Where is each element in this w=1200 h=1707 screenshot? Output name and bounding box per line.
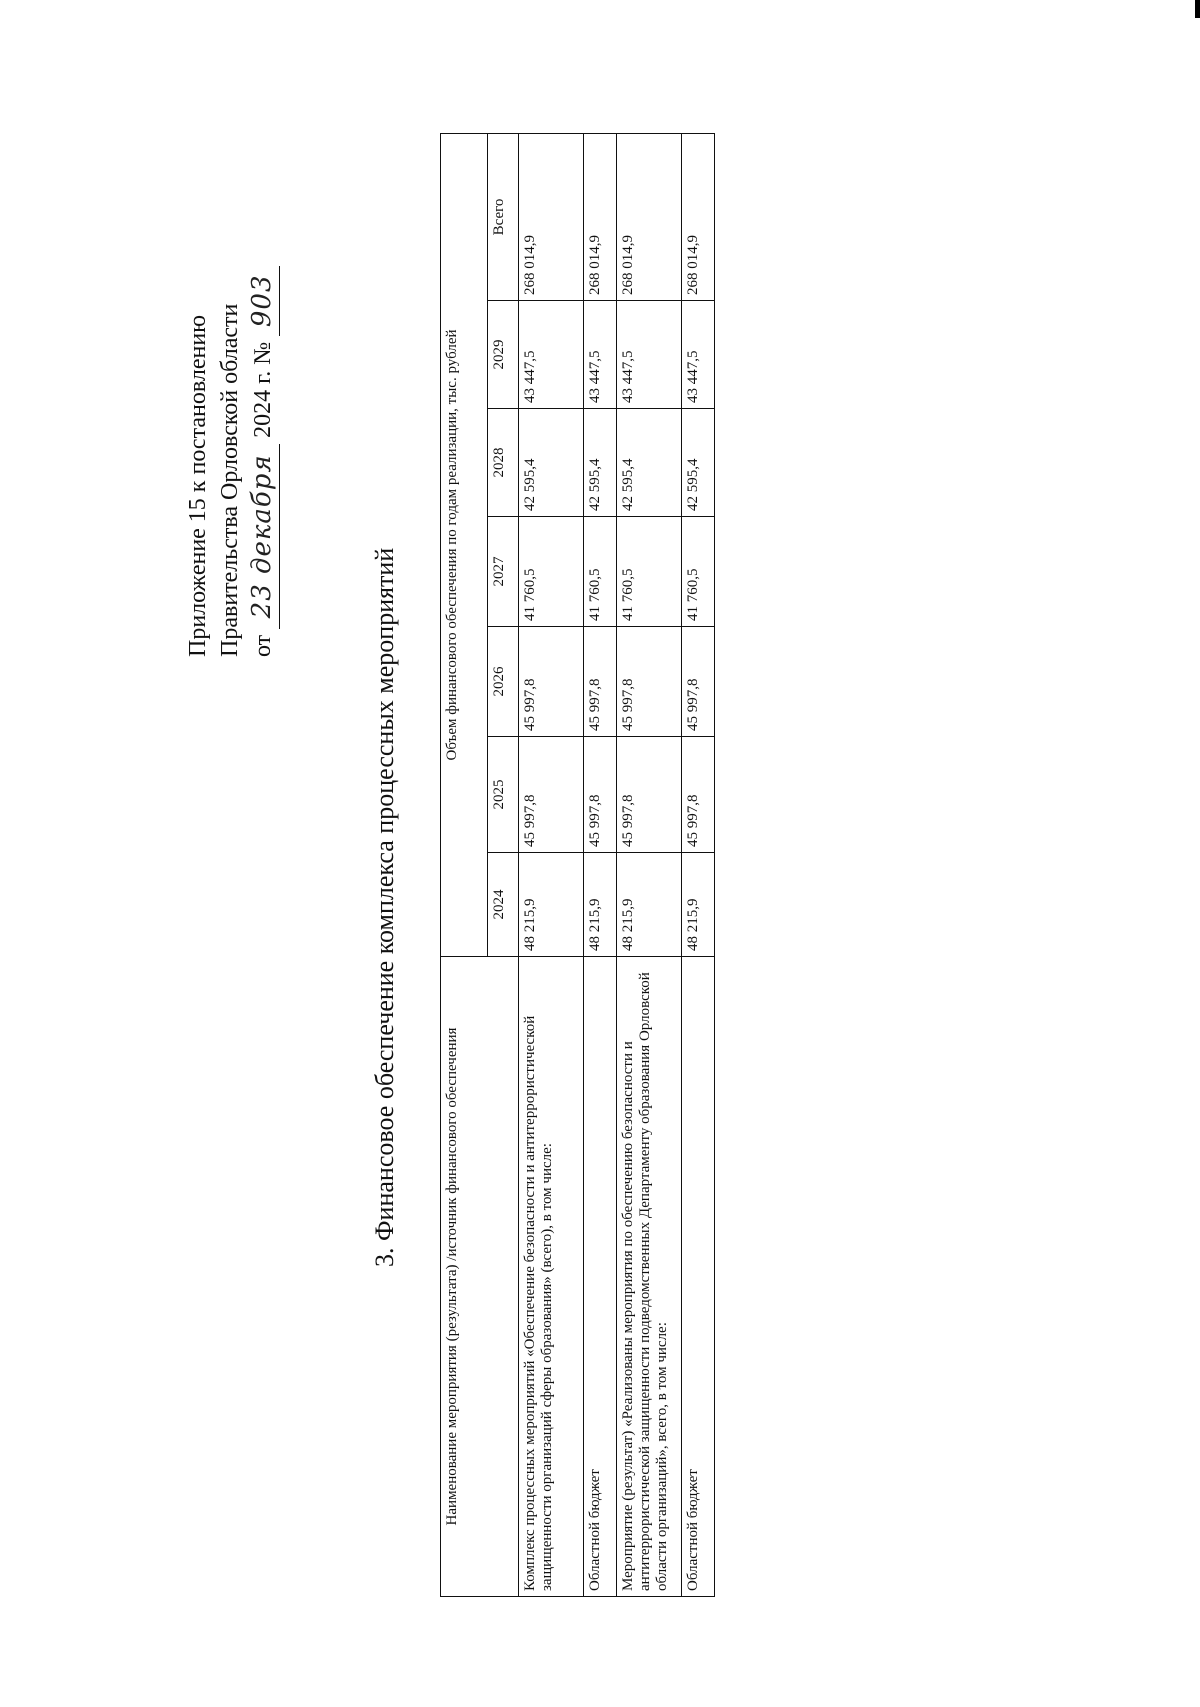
year-and-number-label: 2024 г. №: [250, 341, 276, 438]
value-cell: 48 215,9: [519, 853, 584, 957]
appendix-block: [182, 57, 280, 657]
row-name-cell: Областной бюджет: [682, 957, 715, 1597]
value-cell: 41 760,5: [519, 517, 584, 627]
table-header-row-1: [441, 133, 488, 1596]
header-volume-cell: Объем финансового обеспечения по годам реализации, тыс. рублей: [441, 133, 488, 956]
header-year-2027: 2027: [488, 517, 519, 627]
value-cell: 45 997,8: [617, 627, 682, 737]
value-cell: 45 997,8: [584, 737, 617, 853]
header-year-2029: 2029: [488, 301, 519, 409]
handwritten-number: 903: [247, 274, 277, 328]
value-cell: 41 760,5: [617, 517, 682, 627]
header-year-2024: 2024: [488, 853, 519, 957]
section-title: 3. Финансовое обеспечение комплекса процессных мероприятий: [370, 547, 399, 1267]
header-year-2028: 2028: [488, 409, 519, 517]
table-row: [682, 133, 715, 1596]
value-cell: 43 447,5: [584, 301, 617, 409]
total-cell: 268 014,9: [682, 133, 715, 300]
financing-table: [440, 133, 715, 1597]
header-total: Всего: [488, 133, 519, 300]
header-year-2026: 2026: [488, 627, 519, 737]
row-name-cell: Мероприятие (результат) «Реализованы мероприятия по обеспечению безопасности и антитеррористической защищенности подведомственных Департаменту образования Орловской области организаций», всего, в том числе:: [617, 957, 682, 1597]
value-cell: 41 760,5: [682, 517, 715, 627]
value-cell: 43 447,5: [519, 301, 584, 409]
value-cell: 45 997,8: [519, 627, 584, 737]
value-cell: 45 997,8: [682, 737, 715, 853]
value-cell: 48 215,9: [682, 853, 715, 957]
number-blank: [246, 266, 280, 336]
row-name-cell: Областной бюджет: [584, 957, 617, 1597]
value-cell: 43 447,5: [617, 301, 682, 409]
value-cell: 41 760,5: [584, 517, 617, 627]
value-cell: 42 595,4: [617, 409, 682, 517]
table-row: [519, 133, 584, 1596]
total-cell: 268 014,9: [617, 133, 682, 300]
value-cell: 45 997,8: [584, 627, 617, 737]
handwritten-date: 23 декабря: [247, 454, 277, 619]
value-cell: 45 997,8: [519, 737, 584, 853]
value-cell: 48 215,9: [617, 853, 682, 957]
header-name-cell: Наименование мероприятия (результата) /источник финансового обеспечения: [441, 957, 519, 1597]
total-cell: 268 014,9: [519, 133, 584, 300]
table-row: [584, 133, 617, 1596]
value-cell: 45 997,8: [682, 627, 715, 737]
row-name-cell: Комплекс процессных мероприятий «Обеспечение безопасности и антитеррористической защищенности организаций сферы образования» (всего), в том числе:: [519, 957, 584, 1597]
appendix-line-3: [246, 57, 280, 657]
value-cell: 48 215,9: [584, 853, 617, 957]
total-cell: 268 014,9: [584, 133, 617, 300]
value-cell: 42 595,4: [519, 409, 584, 517]
value-cell: 42 595,4: [584, 409, 617, 517]
appendix-line-2: Правительства Орловской области: [217, 303, 243, 657]
date-blank: [246, 444, 280, 629]
value-cell: 45 997,8: [617, 737, 682, 853]
table-row: [617, 133, 682, 1596]
header-year-2025: 2025: [488, 737, 519, 853]
value-cell: 42 595,4: [682, 409, 715, 517]
date-prefix: от: [250, 634, 276, 657]
value-cell: 43 447,5: [682, 301, 715, 409]
appendix-line-1: Приложение 15 к постановлению: [185, 314, 211, 657]
